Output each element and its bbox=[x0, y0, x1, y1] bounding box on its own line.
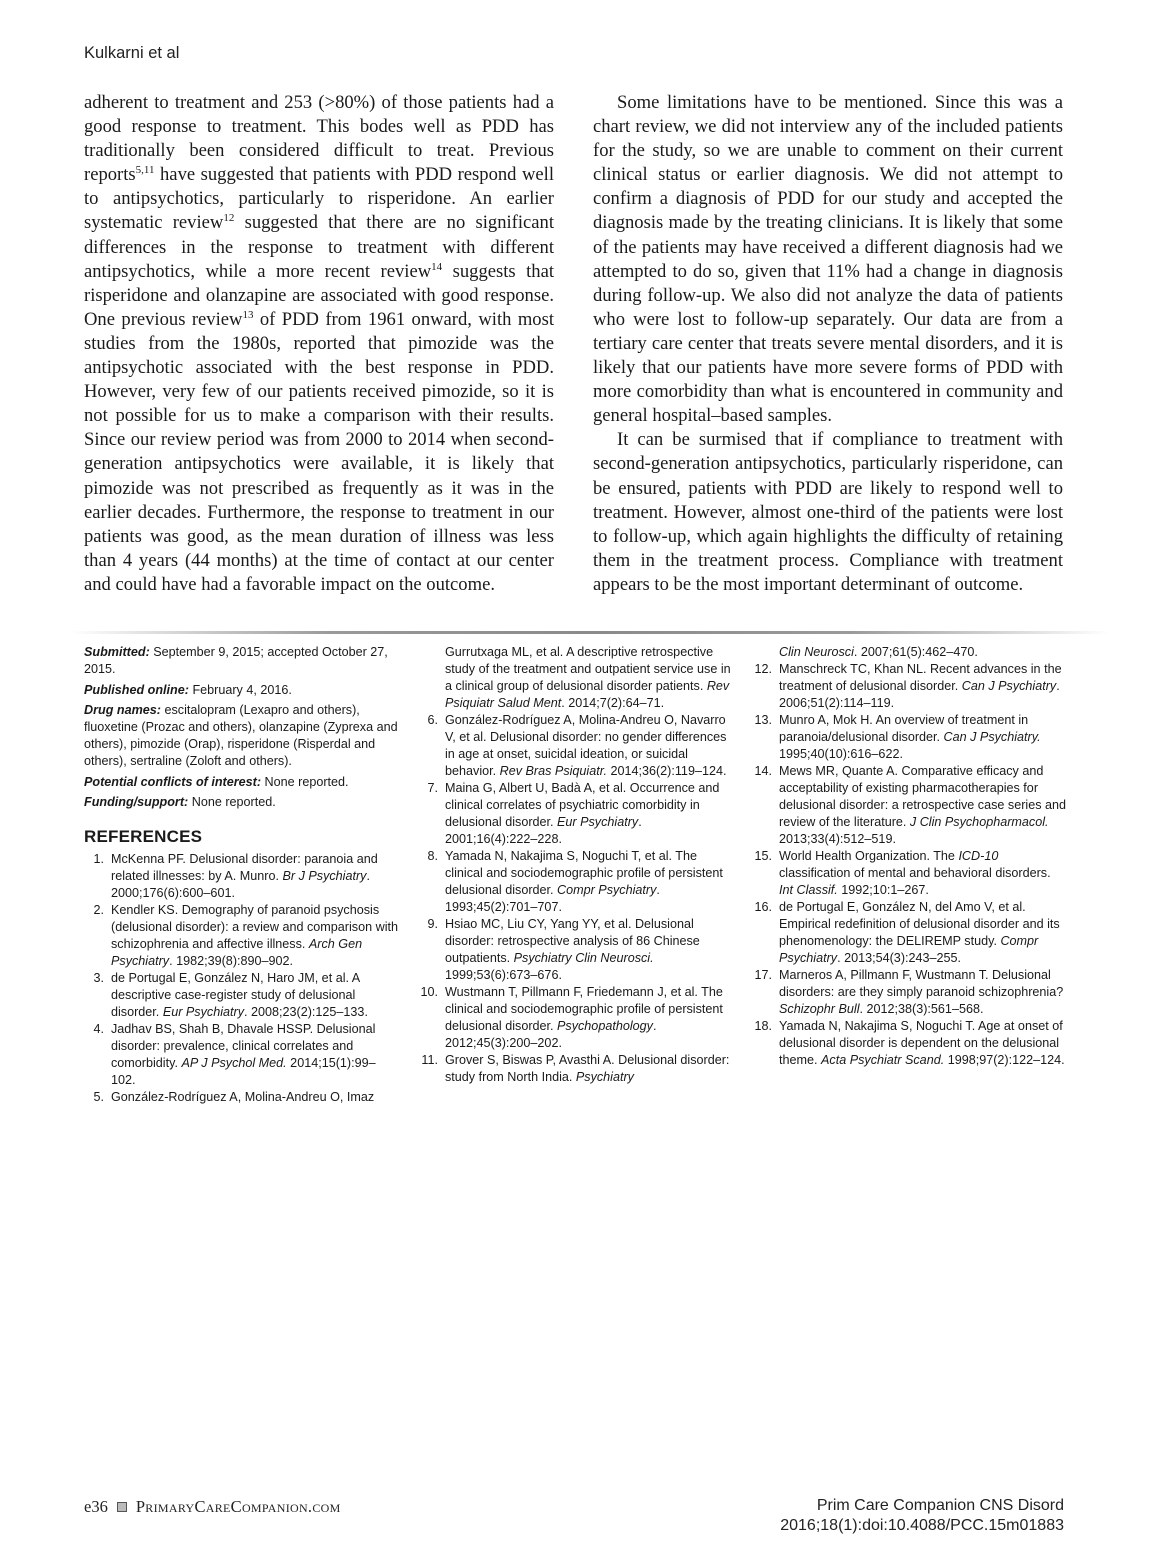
square-bullet-icon bbox=[117, 1502, 127, 1512]
reference-number: 1. bbox=[93, 852, 104, 866]
body-column-left bbox=[84, 91, 554, 597]
running-head: Kulkarni et al bbox=[84, 44, 180, 62]
reference-item: 14. Mews MR, Quante A. Comparative efficacy and acceptability of existing pharmacotherapies for delusional disorder: a retrospective case series and review of the literature. J Clin Psychopharmacol. 2013;33(4):512–519. bbox=[752, 763, 1068, 848]
reference-number: 2. bbox=[93, 903, 104, 917]
journal-title: Acta Psychiatr Scand. bbox=[821, 1053, 945, 1067]
reference-number: 10. bbox=[420, 985, 438, 999]
references-heading: REFERENCES bbox=[84, 827, 203, 846]
reference-number: 3. bbox=[93, 971, 104, 985]
backmatter-column-2 bbox=[418, 644, 734, 1086]
journal-title: Schizophr Bull bbox=[779, 1002, 860, 1016]
footer-left bbox=[84, 1497, 341, 1517]
backmatter-column-3 bbox=[752, 644, 1068, 1069]
section-divider bbox=[70, 631, 1110, 634]
site-link[interactable]: PrimaryCareCompanion.com bbox=[135, 1497, 341, 1516]
reference-item: 12. Manschreck TC, Khan NL. Recent advances in the treatment of delusional disorder. Can J Psychiatry. 2006;51(2):114–119. bbox=[752, 661, 1068, 712]
journal-title: Psychiatry Clin Neurosci. bbox=[513, 951, 654, 965]
reference-item: Clin Neurosci. 2007;61(5):462–470. bbox=[779, 645, 978, 659]
reference-list-part-3 bbox=[752, 644, 1068, 1069]
reference-number: 9. bbox=[427, 917, 438, 931]
reference-item: 4. Jadhav BS, Shah B, Dhavale HSSP. Delusional disorder: prevalence, clinical correlates and comorbidity. AP J Psychol Med. 2014;15(1):99–102. bbox=[84, 1021, 400, 1089]
reference-item: 10. Wustmann T, Pillmann F, Friedemann J, et al. The clinical and sociodemographic profile of persistent delusional disorder. Psychopathology. 2012;45(3):200–202. bbox=[418, 984, 734, 1052]
backmatter-column-1 bbox=[84, 644, 400, 1106]
reference-number: 7. bbox=[427, 781, 438, 795]
reference-item: 2. Kendler KS. Demography of paranoid psychosis (delusional disorder): a review and comparison with schizophrenia and affective illness. Arch Gen Psychiatry. 1982;39(8):890–902. bbox=[84, 902, 400, 970]
article-info-label: Drug names: bbox=[84, 703, 161, 717]
citation-superscript[interactable]: 14 bbox=[431, 260, 443, 273]
journal-title: Br J Psychiatry bbox=[282, 869, 367, 883]
journal-title: Compr Psychiatry bbox=[557, 883, 657, 897]
reference-number: 8. bbox=[427, 849, 438, 863]
journal-title: Arch Gen Psychiatry bbox=[111, 937, 363, 968]
journal-title: Int Classif. bbox=[779, 883, 838, 897]
reference-number: 5. bbox=[93, 1090, 104, 1104]
citation-superscript[interactable]: 5,11 bbox=[135, 164, 155, 177]
article-info-item: Submitted: September 9, 2015; accepted October 27, 2015. bbox=[84, 645, 388, 676]
article-info-label: Funding/support: bbox=[84, 795, 189, 809]
reference-number: 14. bbox=[754, 764, 772, 778]
reference-item: Gurrutxaga ML, et al. A descriptive retrospective study of the treatment and outpatient service use in a clinical group of delusional disorder patients. Rev Psiquiatr Salud Ment. 2014;7(2):64–71. bbox=[445, 645, 731, 710]
article-info-label: Published online: bbox=[84, 682, 189, 697]
reference-number: 12. bbox=[754, 662, 772, 676]
reference-item: 6. González-Rodríguez A, Molina-Andreu O, Navarro V, et al. Delusional disorder: no gender differences in age at onset, suicidal ideation, or suicidal behavior. Rev Bras Psiquiatr. 2014;36(2):119–124. bbox=[418, 712, 734, 780]
citation-superscript[interactable]: 12 bbox=[223, 212, 235, 225]
body-paragraph: It can be surmised that if compliance to treatment with second-generation antipsychotics, particularly risperidone, can be ensured, patients with PDD are likely to respond well to treatment. However, almost one-third of the patients were lost to follow-up, which again highlights the difficulty of retaining them in the treatment process. Compliance with treatment appears to be the most important determinant of outcome. bbox=[593, 429, 1063, 595]
reference-number: 11. bbox=[421, 1053, 438, 1067]
journal-title: Clin Neurosci bbox=[779, 645, 854, 659]
reference-number: 4. bbox=[93, 1022, 104, 1036]
body-paragraph: Some limitations have to be mentioned. Since this was a chart review, we did not interview any of the included patients for the study, so we are unable to comment on their current clinical status or earlier diagnosis. We did not attempt to confirm a diagnosis of PDD for our study and accepted the diagnosis made by the treating clinicians. It is likely that some of the patients may have received a different diagnosis had we attempted to do so, given that 11% had a change in diagnosis during follow-up. We also did not analyze the data of patients who were lost to follow-up separately. Our data are from a tertiary care center that treats severe mental disorders, and it is likely that our patients have more severe forms of PDD with more comorbidity than what is encountered in community and general hospital–based samples. bbox=[593, 92, 1063, 427]
reference-item: 15. World Health Organization. The ICD-10 classification of mental and behavioral disorders. Int Classif. 1992;10:1–267. bbox=[752, 848, 1068, 899]
reference-item: 5. González-Rodríguez A, Molina-Andreu O, Imaz bbox=[84, 1089, 400, 1106]
reference-item: 7. Maina G, Albert U, Badà A, et al. Occurrence and clinical correlates of psychiatric comorbidity in delusional disorder. Eur Psychiatry. 2001;16(4):222–228. bbox=[418, 780, 734, 848]
article-info-item: Drug names: escitalopram (Lexapro and others), fluoxetine (Prozac and others), olanzapine (Zyprexa and others), pimozide (Orap), risperidone (Risperdal and others), sertraline (Zoloft and others). bbox=[84, 703, 398, 768]
reference-item: 9. Hsiao MC, Liu CY, Yang YY, et al. Delusional disorder: retrospective analysis of 86 Chinese outpatients. Psychiatry Clin Neurosci. 1999;53(6):673–676. bbox=[418, 916, 734, 984]
article-info bbox=[84, 644, 400, 811]
reference-item: 1. McKenna PF. Delusional disorder: paranoia and related illnesses: by A. Munro. Br J Psychiatry. 2000;176(6):600–601. bbox=[84, 851, 400, 902]
reference-number: 6. bbox=[427, 713, 438, 727]
reference-item: 16. de Portugal E, González N, del Amo V, et al. Empirical redefinition of delusional disorder and its phenomenology: the DELIREMP study. Compr Psychiatry. 2013;54(3):243–255. bbox=[752, 899, 1068, 967]
journal-title: Can J Psychiatry bbox=[961, 679, 1057, 693]
reference-number: 13. bbox=[754, 713, 772, 727]
reference-number: 15. bbox=[754, 849, 772, 863]
reference-list-part-2 bbox=[418, 644, 734, 1086]
citation-doi: 2016;18(1):doi:10.4088/PCC.15m01883 bbox=[780, 1516, 1064, 1534]
article-info-item: Published online: February 4, 2016. bbox=[84, 682, 292, 697]
article-info-item: Funding/support: None reported. bbox=[84, 795, 276, 809]
journal-title: J Clin Psychopharmacol. bbox=[909, 815, 1049, 829]
reference-number: 17. bbox=[754, 968, 772, 982]
body-column-right bbox=[593, 91, 1063, 597]
reference-item: 11. Grover S, Biswas P, Avasthi A. Delusional disorder: study from North India. Psychiatry bbox=[418, 1052, 734, 1086]
journal-title: Rev Bras Psiquiatr. bbox=[499, 764, 607, 778]
reference-item: 18. Yamada N, Nakajima S, Noguchi T. Age at onset of delusional disorder is dependent on the delusional theme. Acta Psychiatr Scand. 1998;97(2):122–124. bbox=[752, 1018, 1068, 1069]
reference-item: 13. Munro A, Mok H. An overview of treatment in paranoia/delusional disorder. Can J Psychiatry. 1995;40(10):616–622. bbox=[752, 712, 1068, 763]
journal-title: Psychiatry bbox=[575, 1070, 634, 1084]
journal-title: Can J Psychiatry. bbox=[943, 730, 1041, 744]
journal-title: Eur Psychiatry bbox=[557, 815, 639, 829]
journal-title: ICD-10 bbox=[958, 849, 999, 863]
reference-number: 18. bbox=[754, 1019, 772, 1033]
page-number: e36 bbox=[84, 1497, 108, 1516]
reference-number: 16. bbox=[754, 900, 772, 914]
article-info-label: Potential conflicts of interest: bbox=[84, 774, 262, 789]
reference-list-part-1 bbox=[84, 851, 400, 1106]
journal-name: Prim Care Companion CNS Disord bbox=[816, 1497, 1064, 1514]
reference-item: 8. Yamada N, Nakajima S, Noguchi T, et al. The clinical and sociodemographic profile of persistent delusional disorder. Compr Psychiatry. 1993;45(2):701–707. bbox=[418, 848, 734, 916]
journal-title: AP J Psychol Med. bbox=[181, 1056, 287, 1070]
article-info-item: Potential conflicts of interest: None reported. bbox=[84, 774, 349, 789]
body-paragraph: adherent to treatment and 253 (>80%) of those patients had a good response to treatment. This bodes well as PDD has traditionally been considered difficult to treat. Previous reports$^{5,11}$ have suggested that patients with PDD respond well to antipsychotics, particularly to risperidone. An earlier systematic review$^{12}$ suggested that there are no significant differences in the response to treatment with different antipsychotics, while a more recent review$^{14}$ suggests that risperidone and olanzapine are associated with good response. One previous review$^{13}$ of PDD from 1961 onward, with most studies from the 1980s, reported that pimozide was the antipsychotic associated with the best response in PDD. However, very few of our patients received pimozide, so it is not possible for us to make a comparison with their results. Since our review period was from 2000 to 2014 when second-generation antipsychotics were available, it is likely that pimozide was not prescribed as frequently as it was in the earlier decades. Furthermore, the response to treatment in our patients was good, as the mean duration of illness was less than 4 years (44 months) at the time of contact at our center and could have had a favorable impact on the outcome. bbox=[84, 92, 554, 595]
journal-title: Eur Psychiatry bbox=[162, 1005, 244, 1019]
article-info-label: Submitted: bbox=[84, 645, 150, 659]
journal-title: Rev Psiquiatr Salud Ment bbox=[445, 679, 730, 710]
journal-title: Compr Psychiatry bbox=[779, 934, 1039, 965]
journal-title: Psychopathology bbox=[557, 1019, 653, 1033]
reference-item: 3. de Portugal E, González N, Haro JM, et al. A descriptive case-register study of delusional disorder. Eur Psychiatry. 2008;23(2):125–133. bbox=[84, 970, 400, 1021]
reference-item: 17. Marneros A, Pillmann F, Wustmann T. Delusional disorders: are they simply paranoid schizophrenia? Schizophr Bull. 2012;38(3):561–568. bbox=[752, 967, 1068, 1018]
citation-superscript[interactable]: 13 bbox=[242, 308, 254, 321]
footer-right bbox=[780, 1496, 1064, 1535]
